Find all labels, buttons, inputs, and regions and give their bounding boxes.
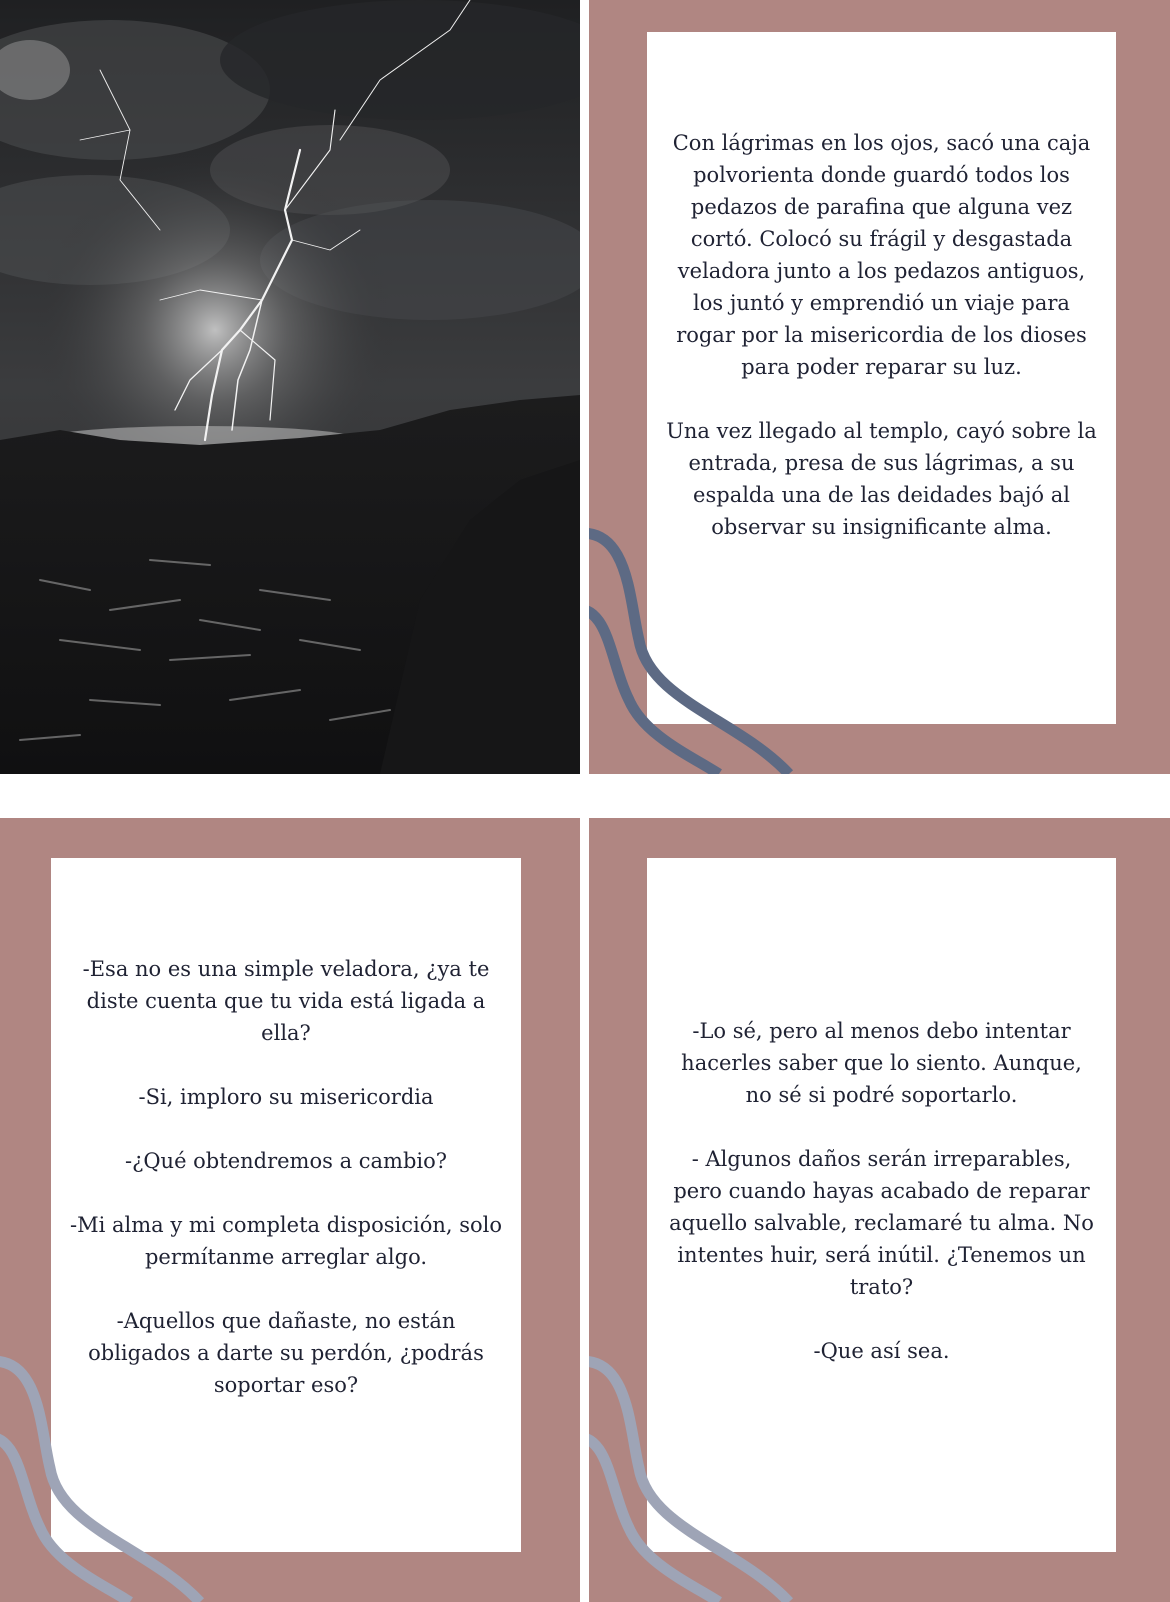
paragraph: -¿Qué obtendremos a cambio? — [124, 1149, 448, 1173]
paragraph: -Si, imploro su misericordia — [138, 1085, 434, 1109]
paragraph: -Que así sea. — [813, 1339, 950, 1363]
paragraph: -Lo sé, pero al menos debo intentar hacerles saber que lo siento. Aunque, no sé si podré soportarlo. — [681, 1019, 1082, 1107]
storm-photo — [0, 0, 580, 774]
text-card — [647, 32, 1116, 724]
paragraph: -Aquellos que dañaste, no están obligados a darte su perdón, ¿podrás soportar eso? — [88, 1309, 484, 1397]
paragraph: Con lágrimas en los ojos, sacó una caja polvorienta donde guardó todos los pedazos de parafina que alguna vez cortó. Colocó su frágil y desgastada veladora junto a los pedazos antiguos, los juntó y emprendió un viaje para rogar por la misericordia de los dioses para poder reparar su luz. — [672, 131, 1091, 379]
paragraph: -Esa no es una simple veladora, ¿ya te diste cuenta que tu vida está ligada a ella? — [82, 957, 490, 1045]
paragraph: Una vez llegado al templo, cayó sobre la entrada, presa de sus lágrimas, a su espalda una de las deidades bajó al observar su insignificante alma. — [666, 419, 1097, 539]
lightning-landscape-icon — [0, 0, 580, 774]
story-page-2 — [0, 818, 580, 1602]
text-card — [647, 858, 1116, 1552]
paragraph: - Algunos daños serán irreparables, pero cuando hayas acabado de reparar aquello salvable, reclamaré tu alma. No intentes huir, será inútil. ¿Tenemos un trato? — [669, 1147, 1094, 1299]
text-card — [51, 858, 521, 1552]
story-page-1 — [589, 0, 1170, 774]
story-page-3 — [589, 818, 1170, 1602]
paragraph: -Mi alma y mi completa disposición, solo permítanme arreglar algo. — [69, 1213, 502, 1269]
